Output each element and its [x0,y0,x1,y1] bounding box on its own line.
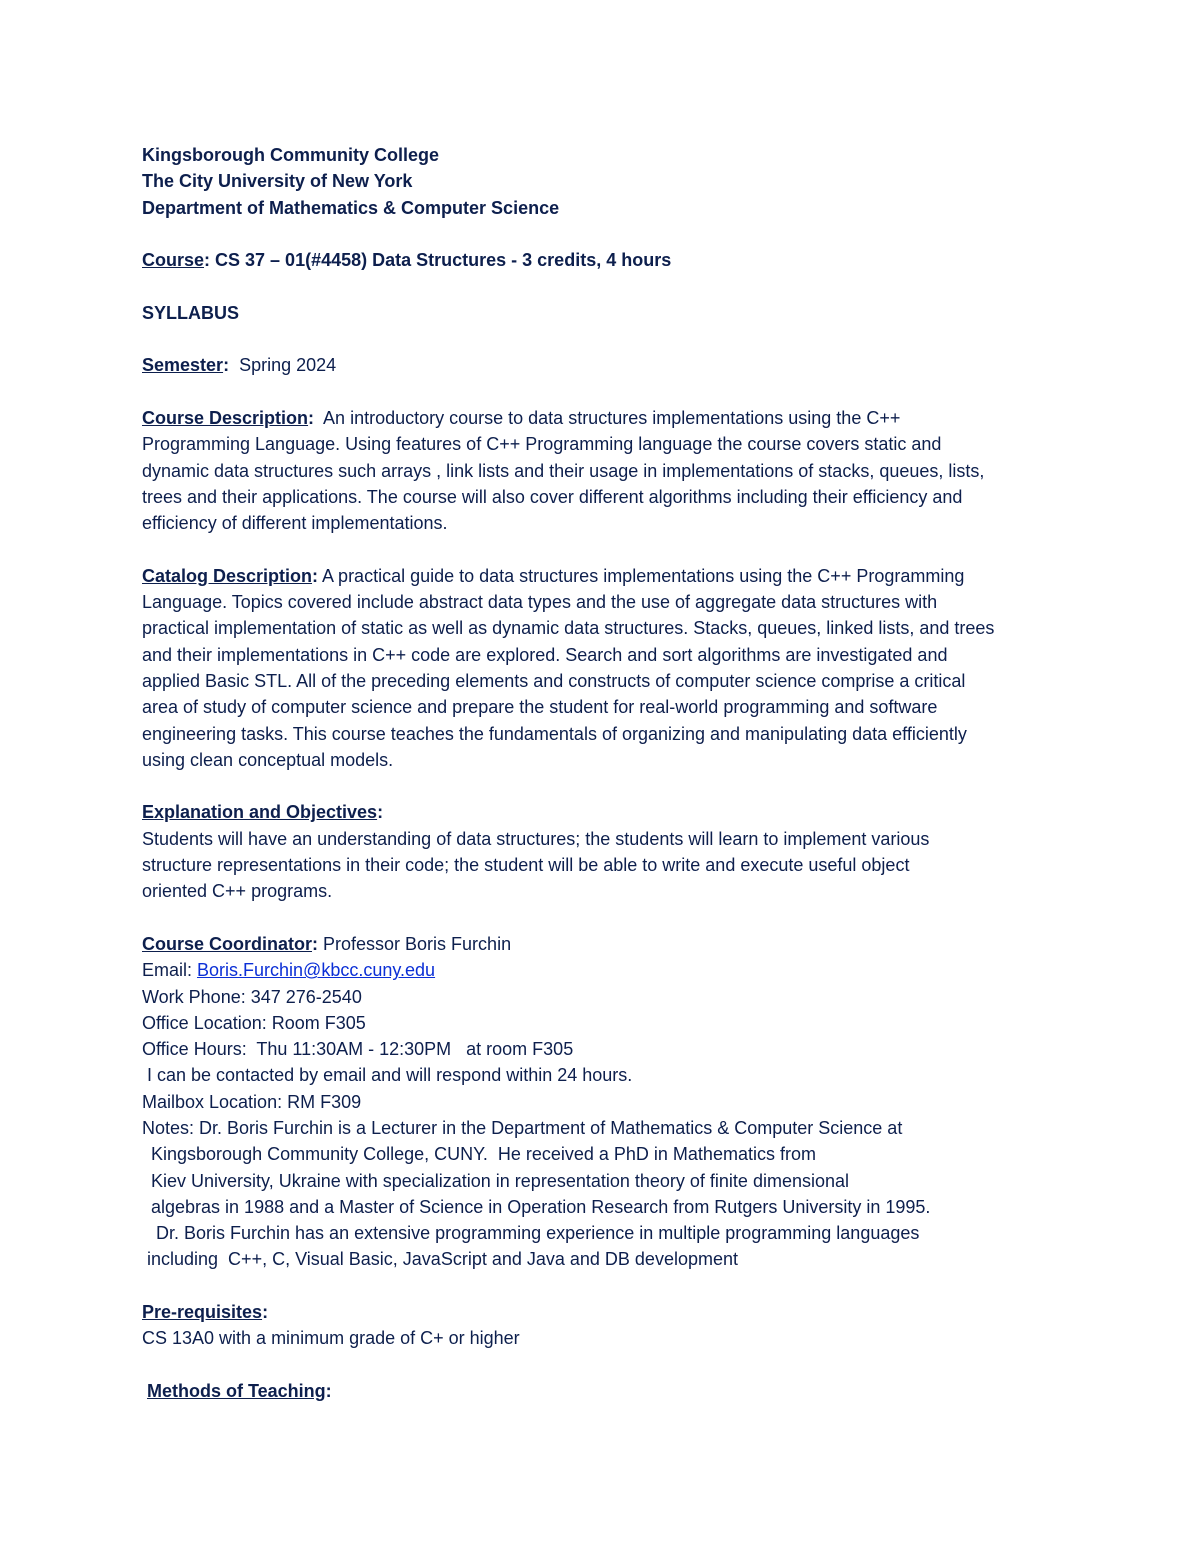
college-name: Kingsborough Community College [142,145,439,165]
catalog-description-line-2: Language. Topics covered include abstract data types and the use of aggregate data structures with [142,592,938,613]
catalog-description-line-1 [142,563,1102,589]
email-line [142,957,1102,983]
objectives-label: Explanation and Objectives [142,802,378,823]
course-description-line-1 [142,405,1102,431]
prerequisites-colon: : [262,1302,269,1323]
objectives-colon: : [377,802,384,823]
syllabus-page [142,142,1102,1404]
methods-label: Methods of Teaching [147,1380,326,1401]
coordinator-label: Course Coordinator [142,933,313,954]
catalog-description-label: Catalog Description [142,565,313,586]
objectives-line-2: structure representations in their code; the student will be able to write and execute useful object [142,855,910,876]
office-hours: Office Hours: Thu 11:30AM - 12:30PM at room F305 [142,1039,574,1060]
course-description-line-2: Programming Language. Using features of C++ Programming language the course covers static and [142,434,942,455]
catalog-description-line-8: using clean conceptual models. [142,749,394,770]
work-phone: Work Phone: 347 276-2540 [142,986,362,1007]
methods-heading [142,1378,1102,1404]
catalog-description-line-3: practical implementation of static as well as dynamic data structures. Stacks, queues, linked lists, and trees [142,618,995,639]
course-colon: : [204,250,211,271]
department-name: Department of Mathematics & Computer Science [142,197,560,218]
semester-line [142,352,1102,378]
notes-line-4: algebras in 1988 and a Master of Science in Operation Research from Rutgers University in 1995. [151,1196,931,1217]
contact-note: I can be contacted by email and will respond within 24 hours. [142,1065,633,1086]
course-description-colon: : [308,407,315,428]
semester-colon: : [223,355,230,376]
notes-line-3: Kiev University, Ukraine with specialization in representation theory of finite dimensional [151,1170,850,1191]
catalog-description-line-4: and their implementations in C++ code are explored. Search and sort algorithms are investigated and [142,644,948,665]
coordinator-colon: : [312,933,319,954]
catalog-description-line-7: engineering tasks. This course teaches the fundamentals of organizing and manipulating data efficiently [142,723,967,744]
course-description-line-4: trees and their applications. The course will also cover different algorithms including their efficiency and [142,486,963,507]
course-description-line-5: efficiency of different implementations. [142,513,448,534]
syllabus-title: SYLLABUS [142,302,240,323]
catalog-description-line-5: applied Basic STL. All of the preceding elements and constructs of computer science comprise a critical [142,670,966,691]
objectives-line-1: Students will have an understanding of data structures; the students will learn to implement various [142,828,930,849]
email-link[interactable]: Boris.Furchin@kbcc.cuny.edu [197,960,436,981]
course-value: CS 37 – 01(#4458) Data Structures - 3 credits, 4 hours [210,250,672,271]
course-description-text-1: An introductory course to data structures implementations using the C++ [314,407,901,428]
coordinator-line [142,931,1102,957]
catalog-description-text-1: A practical guide to data structures implementations using the C++ Programming [318,565,965,586]
mailbox-location: Mailbox Location: RM F309 [142,1091,362,1112]
prerequisites-heading [142,1299,1102,1325]
university-name: The City University of New York [142,171,413,192]
course-description-label: Course Description [142,407,309,428]
office-location: Office Location: Room F305 [142,1012,366,1033]
methods-colon: : [325,1380,332,1401]
course-description-line-3: dynamic data structures such arrays , link lists and their usage in implementations of stacks, queues, lists, [142,460,985,481]
course-line [142,247,1102,273]
notes-line-5: Dr. Boris Furchin has an extensive programming experience in multiple programming languages [151,1223,920,1244]
catalog-description-line-6: area of study of computer science and prepare the student for real-world programming and software [142,697,938,718]
course-label: Course [142,250,205,271]
notes-line-2: Kingsborough Community College, CUNY. He received a PhD in Mathematics from [151,1144,816,1165]
objectives-line-3: oriented C++ programs. [142,881,333,902]
notes-line-6: including C++, C, Visual Basic, JavaScript and Java and DB development [147,1249,738,1270]
prerequisites-value: CS 13A0 with a minimum grade of C+ or higher [142,1328,520,1349]
prerequisites-label: Pre-requisites [142,1302,263,1323]
catalog-description-colon: : [312,565,319,586]
semester-label: Semester [142,355,224,376]
objectives-heading [142,799,1102,825]
coordinator-name: Professor Boris Furchin [318,933,512,954]
notes-line-1: Notes: Dr. Boris Furchin is a Lecturer in the Department of Mathematics & Computer Science at [142,1117,903,1138]
semester-value: Spring 2024 [229,355,337,376]
email-label: Email: [142,960,198,981]
